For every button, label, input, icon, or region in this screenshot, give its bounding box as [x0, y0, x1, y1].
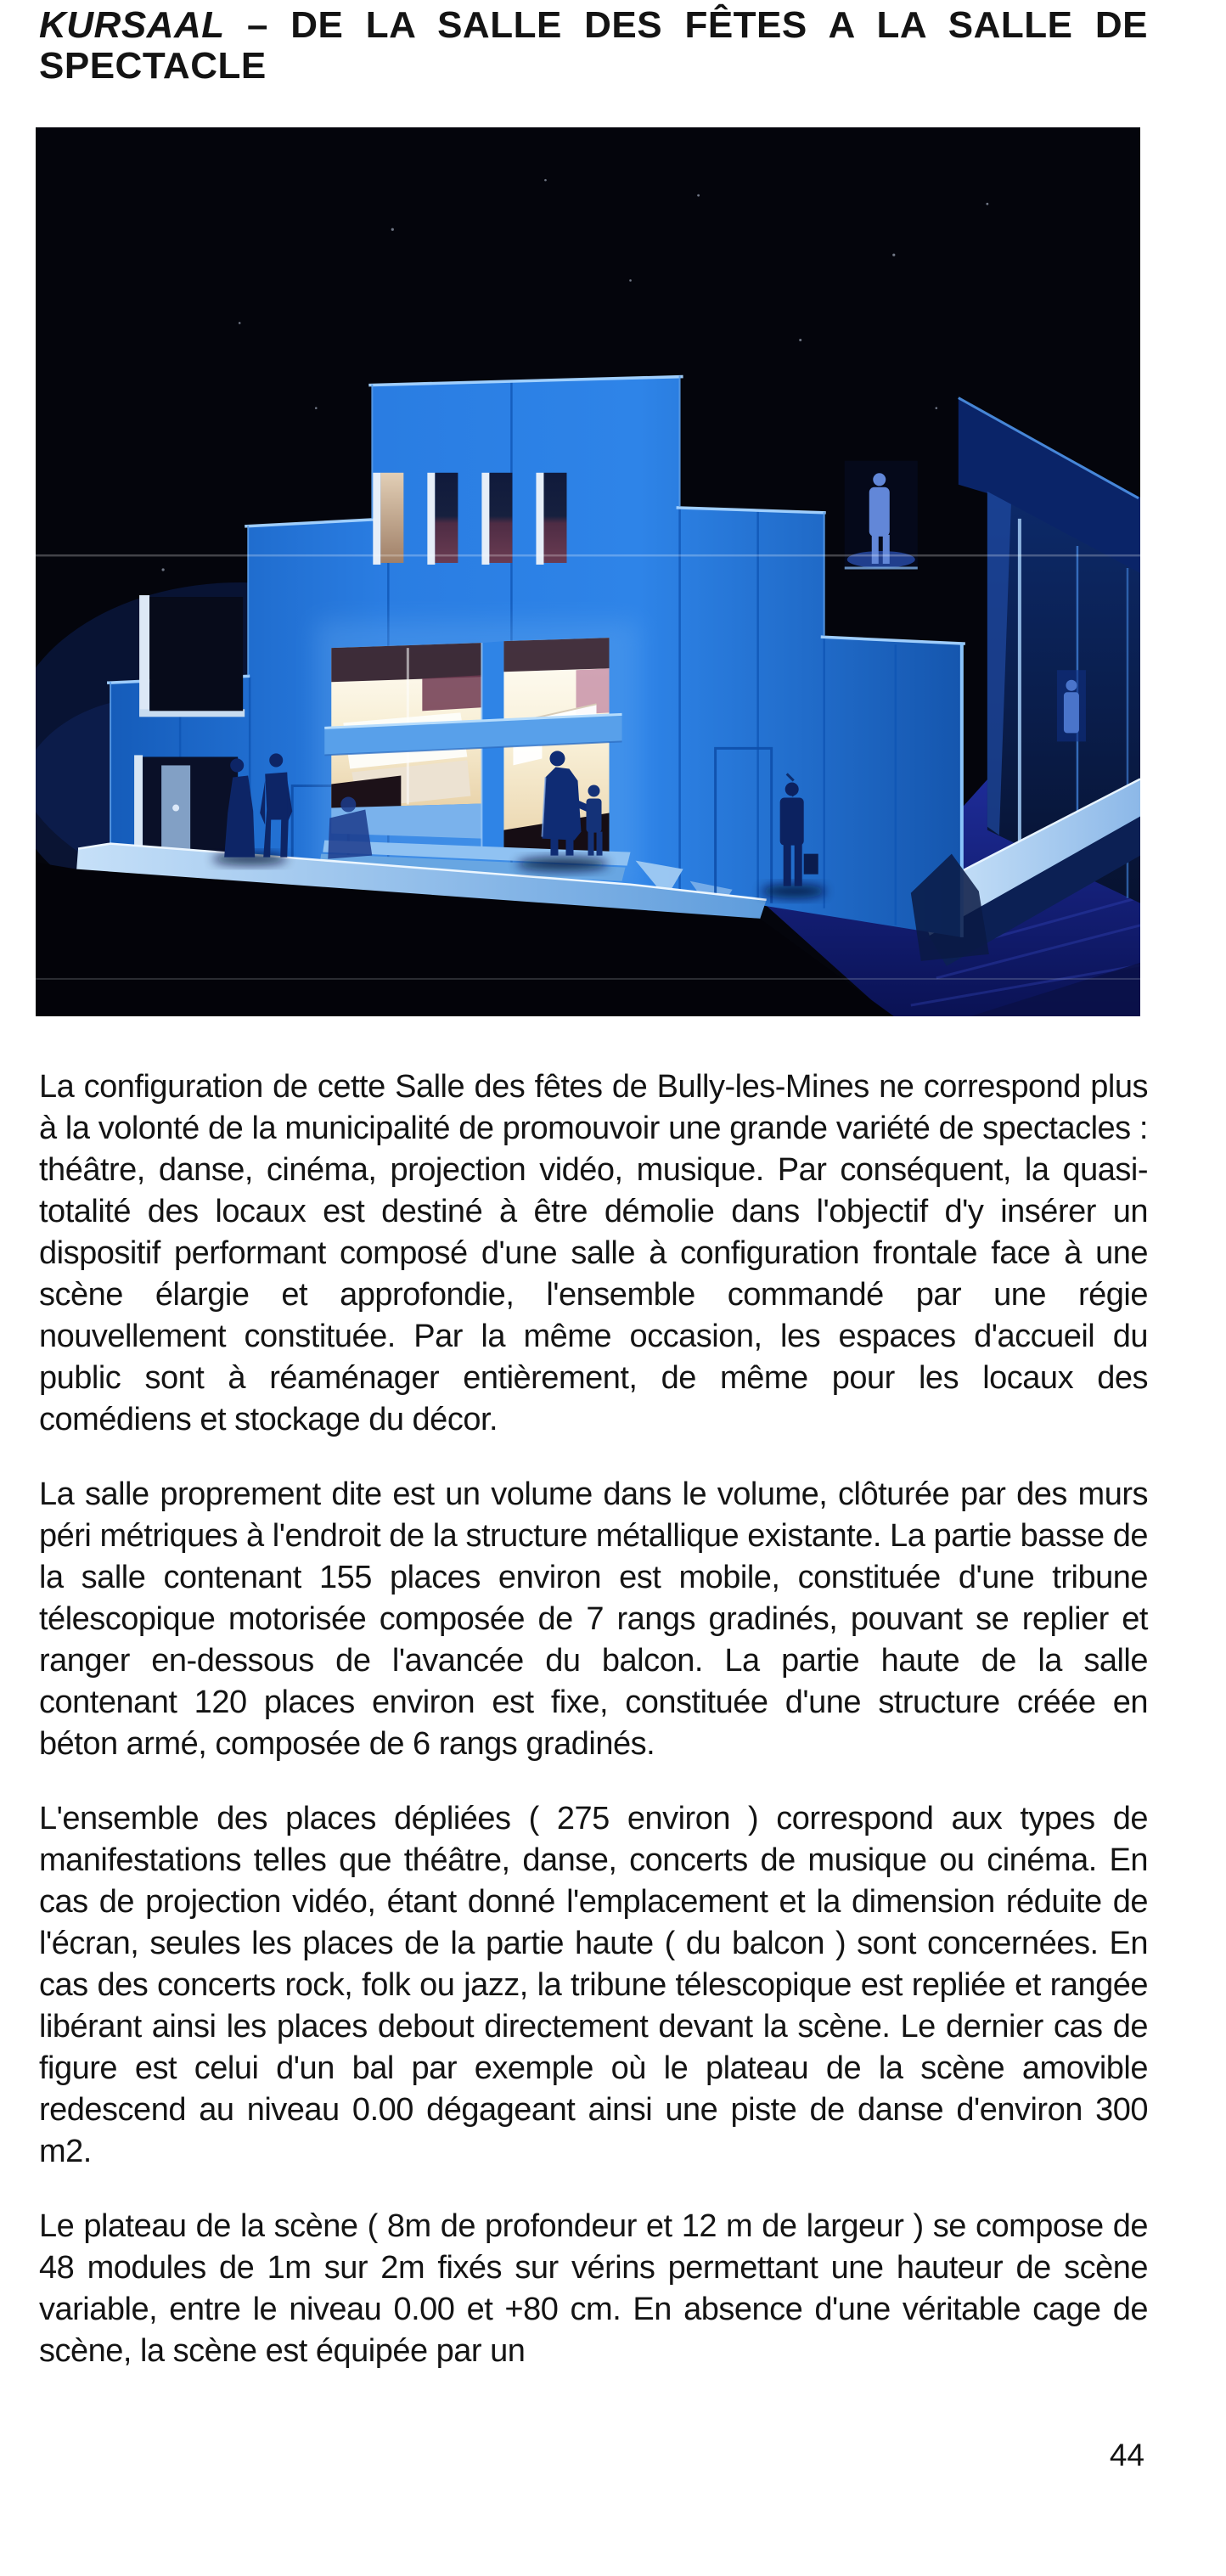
- wing-figure: [1057, 670, 1086, 741]
- scan-line-2: [36, 978, 1140, 980]
- title-line-1: [39, 5, 1148, 46]
- body-text: [39, 1066, 1148, 2405]
- title-emphasis: KURSAAL: [39, 4, 225, 46]
- upper-left-window: [139, 595, 245, 717]
- building-photo-illustration: [36, 127, 1140, 1016]
- body-paragraph-3: L'ensemble des places dépliées ( 275 environ ) correspond aux types de manifestations telles que théâtre, danse, concerts de musique ou cinéma. En cas de projection vidéo, étant donné l'emplacement et la dimension réduite de l'écran, seules les places de la partie haute ( du balcon ) sont concernées. En cas des concerts rock, folk ou jazz, la tribune télescopique est repliée et rangée libérant ainsi les places debout directement devant la scène. Le dernier cas de figure est celui d'un bal par exemple où le plateau de la scène amovible redescend au niveau 0.00 dégageant ainsi une piste de danse d'environ 300 m2.: [39, 1801, 1148, 2169]
- figure-window: [845, 461, 918, 568]
- page-title: [39, 5, 1148, 87]
- scan-line-1: [36, 554, 1140, 557]
- title-rest: – DE LA SALLE DES FÊTES A LA SALLE DE: [246, 4, 1148, 46]
- title-line-2: SPECTACLE: [39, 45, 267, 87]
- page-number: 44: [1109, 2438, 1144, 2472]
- body-paragraph-4: Le plateau de la scène ( 8m de profondeur et 12 m de largeur ) se compose de 48 modules de 1m sur 2m fixés sur vérins permettant une hauteur de scène variable, entre le niveau 0.00 et +80 cm. En absence d'une véritable cage de scène, la scène est équipée par un: [39, 2208, 1148, 2369]
- body-paragraph-1: La configuration de cette Salle des fêtes de Bully-les-Mines ne correspond plus à la volonté de la municipalité de promouvoir une grande variété de spectacles : théâtre, danse, cinéma, projection vidéo, musique. Par conséquent, la quasi-totalité des locaux est destiné à être démolie dans l'objectif d'y insérer un dispositif performant composé d'une salle à configuration frontale face à une scène élargie et approfondie, l'ensemble commandé par une régie nouvellement constituée. Par la même occasion, les espaces d'accueil du public sont à réaménager entièrement, de même pour les locaux des comédiens et stockage du décor.: [39, 1069, 1148, 1437]
- building-photo: [36, 127, 1140, 1016]
- body-paragraph-2: La salle proprement dite est un volume dans le volume, clôturée par des murs péri métriques à l'endroit de la structure métallique existante. La partie basse de la salle contenant 155 places environ est mobile, constituée d'une tribune télescopique motorisée composée de 7 rangs gradinés, pouvant se replier et ranger en-dessous de l'avancée du balcon. La partie haute de la salle contenant 120 places environ est fixe, constituée d'une structure créée en béton armé, composée de 6 rangs gradinés.: [39, 1476, 1148, 1762]
